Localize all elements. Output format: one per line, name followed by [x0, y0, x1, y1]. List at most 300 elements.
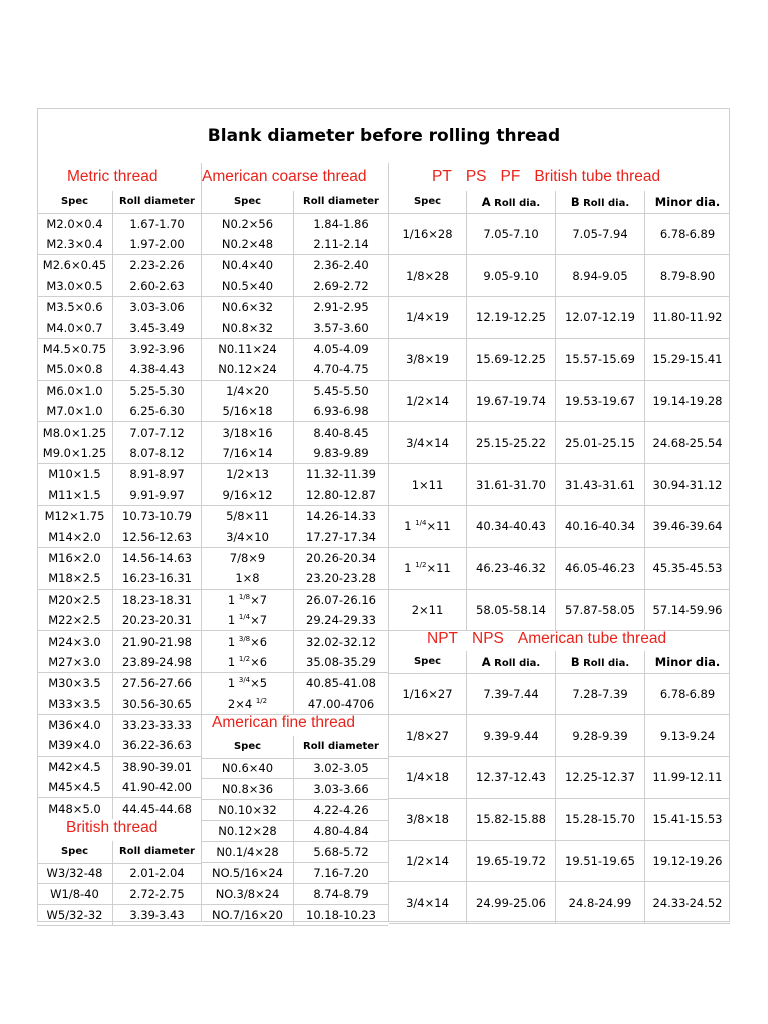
table-row — [389, 380, 730, 422]
spec-cell: 1/8×28 — [389, 255, 467, 297]
roll-diameter-cell: 11.32-11.39 — [306, 467, 376, 482]
minor-dia-cell: 8.79-8.90 — [645, 255, 731, 297]
table-row — [202, 359, 388, 380]
table-row — [37, 905, 201, 926]
table-row — [389, 840, 730, 882]
roll-diameter-cell: 1.67-1.70 — [129, 216, 185, 231]
spec-cell: 1 $^{1/2}$×11 — [389, 547, 467, 589]
page-title: Blank diameter before rolling thread — [207, 126, 561, 146]
table-row — [202, 234, 388, 255]
roll-diameter-cell: 21.90-21.98 — [122, 634, 192, 649]
table-row — [202, 485, 388, 506]
british-thread-table — [37, 841, 201, 926]
roll-diameter-cell: 4.80-4.84 — [294, 821, 389, 842]
a-roll-dia-cell: 7.05-7.10 — [467, 213, 556, 255]
a-roll-dia-cell: 19.65-19.72 — [467, 840, 556, 882]
b-roll-dia-cell: 25.01-25.15 — [556, 422, 645, 464]
minor-dia-cell: 11.80-11.92 — [645, 297, 731, 339]
british-tube-heading — [432, 168, 674, 186]
spec-cell: 1/16×28 — [389, 213, 467, 255]
header-row — [389, 191, 730, 213]
a-roll-dia-cell: 58.05-58.14 — [467, 589, 556, 631]
spec-cell: M8.0×1.25 — [37, 422, 113, 443]
roll-diameter-cell: 2.23-2.26 — [129, 258, 185, 273]
spec-cell: N0.12×24 — [202, 359, 294, 380]
table-row — [37, 255, 201, 276]
minor-dia-cell: 19.14-19.28 — [645, 380, 731, 422]
a-roll-dia-cell: 9.39-9.44 — [467, 715, 556, 757]
roll-diameter-cell: 2.11-2.14 — [294, 234, 389, 255]
fraction-superscript: 3/8 — [238, 634, 251, 643]
spec-cell: M16×2.0 — [37, 547, 113, 568]
col-header-spec: Spec — [202, 191, 294, 213]
roll-diameter-cell: 26.07-26.16 — [306, 592, 376, 607]
spec-cell: N0.12×28 — [202, 821, 294, 842]
col-header-minor-dia — [645, 191, 731, 213]
roll-diameter-cell: 2.72-2.75 — [113, 884, 202, 905]
table-row — [37, 526, 201, 547]
col-header-spec: Spec — [202, 736, 294, 758]
fraction-superscript: 3/4 — [238, 676, 251, 685]
roll-diameter-cell: 38.90-39.01 — [122, 759, 192, 774]
spec-cell: NO.7/16×20 — [202, 904, 294, 925]
spec-cell: M9.0×1.25 — [37, 443, 113, 464]
american-fine-heading: American fine thread — [212, 714, 356, 731]
table-row — [389, 506, 730, 548]
spec-cell: N0.8×36 — [202, 779, 294, 800]
fraction-superscript: 1/2 — [415, 561, 427, 570]
table-row — [202, 883, 388, 904]
spec-cell: M3.5×0.6 — [37, 297, 113, 318]
spec-cell: NO.3/8×24 — [202, 883, 294, 904]
table-row — [37, 276, 201, 297]
b-roll-dia-cell: 19.51-19.65 — [556, 840, 645, 882]
table-row — [202, 464, 388, 485]
roll-diameter-cell: 3.45-3.49 — [113, 317, 202, 338]
spec-cell: N0.6×40 — [202, 758, 294, 779]
table-row — [202, 338, 388, 359]
roll-diameter-cell: 33.23-33.33 — [122, 718, 192, 733]
table-row — [389, 464, 730, 506]
table-row — [202, 317, 388, 338]
table-row — [37, 589, 201, 610]
spec-cell: W1/8-40 — [37, 884, 113, 905]
roll-diameter-cell: 6.25-6.30 — [113, 401, 202, 422]
spec-cell: 1×11 — [389, 464, 467, 506]
a-roll-dia-cell: 25.15-25.22 — [467, 422, 556, 464]
table-row — [202, 547, 388, 568]
col-header-roll-diameter: Roll diameter — [113, 841, 202, 863]
spec-cell: 7/16×14 — [202, 443, 294, 464]
fraction-superscript: 1/4 — [238, 613, 251, 622]
roll-diameter-cell: 3.39-3.43 — [113, 905, 202, 926]
roll-diameter-cell: 32.02-32.12 — [306, 634, 376, 649]
roll-diameter-cell: 14.56-14.63 — [122, 550, 192, 565]
b-roll-dia-cell: 31.43-31.61 — [556, 464, 645, 506]
roll-diameter-cell: 7.07-7.12 — [129, 425, 185, 440]
table-row — [202, 652, 388, 673]
table-row — [202, 380, 388, 401]
spec-cell: 1/4×18 — [389, 757, 467, 799]
minor-dia-cell: 57.14-59.96 — [645, 589, 731, 631]
roll-diameter-cell: 3.92-3.96 — [129, 342, 185, 357]
table-row — [202, 862, 388, 883]
spec-cell: 1/2×13 — [202, 464, 294, 485]
header-row — [37, 841, 201, 863]
table-row — [37, 234, 201, 255]
col-header-minor-dia — [645, 651, 731, 673]
roll-diameter-cell: 10.18-10.23 — [294, 904, 389, 925]
spec-cell: 1/2×14 — [389, 840, 467, 882]
table-row — [389, 338, 730, 380]
table-row — [202, 800, 388, 821]
b-roll-dia-cell: 24.8-24.99 — [556, 882, 645, 924]
spec-cell: N0.10×32 — [202, 800, 294, 821]
col-header-spec: Spec — [37, 841, 113, 863]
table-row — [202, 526, 388, 547]
table-row — [37, 359, 201, 380]
a-roll-dia-cell: 31.61-31.70 — [467, 464, 556, 506]
roll-diameter-cell: 12.80-12.87 — [294, 485, 389, 506]
spec-cell: N0.4×40 — [202, 255, 294, 276]
spec-cell: NO.5/16×24 — [202, 862, 294, 883]
roll-diameter-cell: 1.97-2.00 — [113, 234, 202, 255]
table-row — [202, 276, 388, 297]
table-row — [202, 401, 388, 422]
roll-diameter-cell: 16.23-16.31 — [113, 568, 202, 589]
roll-diameter-cell: 2.60-2.63 — [113, 276, 202, 297]
roll-diameter-cell: 3.02-3.05 — [294, 758, 389, 779]
col-header-a-roll-dia: A Roll dia. — [467, 651, 556, 673]
table-row — [389, 547, 730, 589]
col-header-roll-diameter: Roll diameter — [113, 191, 202, 213]
table-row — [389, 297, 730, 339]
table-row — [37, 631, 201, 652]
spec-cell: M24×3.0 — [37, 631, 113, 652]
spec-cell: M14×2.0 — [37, 526, 113, 547]
roll-diameter-cell: 7.16-7.20 — [294, 862, 389, 883]
spec-cell: M2.3×0.4 — [37, 234, 113, 255]
spec-cell: M22×2.5 — [37, 610, 113, 631]
col-header-letter: B — [570, 194, 580, 209]
roll-diameter-cell: 27.56-27.66 — [122, 676, 192, 691]
table-row — [37, 505, 201, 526]
american-coarse-heading: American coarse thread — [202, 168, 367, 185]
roll-diameter-cell: 47.00-4706 — [294, 693, 389, 714]
spec-cell: M3.0×0.5 — [37, 276, 113, 297]
spec-cell: 2×4 $^{1/2}$ — [202, 693, 294, 714]
roll-diameter-cell: 14.26-14.33 — [306, 509, 376, 524]
heading-word: PF — [500, 168, 521, 185]
spec-cell: M12×1.75 — [37, 505, 113, 526]
metric-thread-table — [37, 191, 201, 819]
b-roll-dia-cell: 12.07-12.19 — [556, 297, 645, 339]
spec-cell: 3/8×19 — [389, 338, 467, 380]
roll-diameter-cell: 2.91-2.95 — [313, 300, 369, 315]
minor-dia-cell: 15.41-15.53 — [645, 798, 731, 840]
metric-thread-heading: Metric thread — [67, 168, 158, 185]
roll-diameter-cell: 9.91-9.97 — [113, 485, 202, 506]
roll-diameter-cell: 36.22-36.63 — [113, 735, 202, 756]
b-roll-dia-cell: 15.28-15.70 — [556, 798, 645, 840]
col-header-roll-diameter: Roll diameter — [294, 736, 389, 758]
roll-diameter-cell: 5.25-5.30 — [129, 383, 185, 398]
spec-cell: M36×4.0 — [37, 714, 113, 735]
spec-cell: M2.0×0.4 — [37, 213, 113, 234]
table-row — [37, 485, 201, 506]
roll-diameter-cell: 12.56-12.63 — [113, 526, 202, 547]
spec-cell: 5/8×11 — [202, 505, 294, 526]
table-row — [37, 297, 201, 318]
table-row — [202, 610, 388, 631]
fraction-superscript: 1/2 — [255, 696, 268, 705]
spec-cell: M2.6×0.45 — [37, 255, 113, 276]
spec-cell: 3/18×16 — [202, 422, 294, 443]
table-row — [37, 213, 201, 234]
table-row — [37, 756, 201, 777]
minor-dia-cell: 6.78-6.89 — [645, 213, 731, 255]
a-roll-dia-cell: 12.19-12.25 — [467, 297, 556, 339]
b-roll-dia-cell: 7.28-7.39 — [556, 673, 645, 715]
table-row — [37, 863, 201, 884]
spec-cell: 1 $^{3/8}$×6 — [202, 631, 294, 652]
table-row — [37, 777, 201, 798]
col-header-spec: Spec — [37, 191, 113, 213]
spec-cell: M39×4.0 — [37, 735, 113, 756]
b-roll-dia-cell: 7.05-7.94 — [556, 213, 645, 255]
heading-word: British tube thread — [534, 168, 661, 185]
b-roll-dia-cell: 8.94-9.05 — [556, 255, 645, 297]
fraction-superscript: 1/4 — [415, 519, 427, 528]
roll-diameter-cell: 4.38-4.43 — [113, 359, 202, 380]
table-row — [202, 673, 388, 694]
col-header-b-roll-dia: B Roll dia. — [556, 651, 645, 673]
table-row — [37, 401, 201, 422]
heading-word: American tube thread — [517, 630, 667, 647]
minor-dia-cell: 39.46-39.64 — [645, 506, 731, 548]
table-row — [389, 213, 730, 255]
spec-cell: W5/32-32 — [37, 905, 113, 926]
table-row — [37, 652, 201, 673]
roll-diameter-cell: 29.24-29.33 — [294, 610, 389, 631]
col-header-a-roll-dia: A Roll dia. — [467, 191, 556, 213]
spec-cell: 1/4×19 — [389, 297, 467, 339]
table-row — [389, 757, 730, 799]
b-roll-dia-cell: 12.25-12.37 — [556, 757, 645, 799]
b-roll-dia-cell: 15.57-15.69 — [556, 338, 645, 380]
fraction-superscript: 1/8 — [238, 592, 251, 601]
spec-cell: M48×5.0 — [37, 798, 113, 819]
roll-diameter-cell: 3.57-3.60 — [294, 317, 389, 338]
american-tube-heading — [427, 630, 680, 648]
table-row — [37, 735, 201, 756]
spec-cell: M7.0×1.0 — [37, 401, 113, 422]
table-row — [202, 589, 388, 610]
table-row — [37, 422, 201, 443]
roll-diameter-cell: 1.84-1.86 — [313, 216, 369, 231]
table-row — [389, 798, 730, 840]
american-coarse-table — [202, 191, 388, 715]
a-roll-dia-cell: 24.99-25.06 — [467, 882, 556, 924]
b-roll-dia-cell: 9.28-9.39 — [556, 715, 645, 757]
b-roll-dia-cell: 40.16-40.34 — [556, 506, 645, 548]
roll-diameter-cell: 8.74-8.79 — [294, 883, 389, 904]
spec-cell: 1/8×27 — [389, 715, 467, 757]
table-row — [37, 673, 201, 694]
table-row — [202, 422, 388, 443]
table-row — [202, 255, 388, 276]
spec-cell: M4.0×0.7 — [37, 317, 113, 338]
table-row — [37, 714, 201, 735]
table-row — [37, 443, 201, 464]
table-row — [389, 673, 730, 715]
a-roll-dia-cell: 15.69-12.25 — [467, 338, 556, 380]
spec-cell: 5/16×18 — [202, 401, 294, 422]
heading-word: NPT — [427, 630, 458, 647]
minor-dia-cell: 30.94-31.12 — [645, 464, 731, 506]
table-row — [37, 464, 201, 485]
spec-cell: M20×2.5 — [37, 589, 113, 610]
spec-cell: 1 $^{3/4}$×5 — [202, 673, 294, 694]
spec-cell: M33×3.5 — [37, 693, 113, 714]
table-row — [37, 338, 201, 359]
american-fine-table — [202, 736, 388, 926]
minor-dia-cell: 15.29-15.41 — [645, 338, 731, 380]
roll-diameter-cell: 23.89-24.98 — [113, 652, 202, 673]
table-row — [202, 505, 388, 526]
table-row — [37, 317, 201, 338]
roll-diameter-cell: 3.03-3.66 — [294, 779, 389, 800]
minor-dia-cell: 11.99-12.11 — [645, 757, 731, 799]
table-row — [202, 443, 388, 464]
a-roll-dia-cell: 19.67-19.74 — [467, 380, 556, 422]
table-row — [389, 255, 730, 297]
col-header-b-roll-dia: B Roll dia. — [556, 191, 645, 213]
header-row — [389, 651, 730, 673]
roll-diameter-cell: 40.85-41.08 — [306, 676, 376, 691]
table-row — [389, 882, 730, 924]
roll-diameter-cell: 17.27-17.34 — [294, 526, 389, 547]
col-header-minor-text: Minor dia. — [654, 654, 721, 669]
header-row — [202, 736, 388, 758]
roll-diameter-cell: 4.22-4.26 — [294, 800, 389, 821]
a-roll-dia-cell: 12.37-12.43 — [467, 757, 556, 799]
table-row — [202, 297, 388, 318]
col-header-letter: B — [570, 654, 580, 669]
spec-cell: N0.6×32 — [202, 297, 294, 318]
roll-diameter-cell: 8.91-8.97 — [129, 467, 185, 482]
spec-cell: M10×1.5 — [37, 464, 113, 485]
header-row — [202, 191, 388, 213]
roll-diameter-cell: 8.07-8.12 — [113, 443, 202, 464]
spec-cell: 9/16×12 — [202, 485, 294, 506]
col-header-spec: Spec — [389, 191, 467, 213]
col-header-minor-text: Minor dia. — [654, 194, 721, 209]
table-row — [202, 693, 388, 714]
spec-cell: 1 $^{1/4}$×11 — [389, 506, 467, 548]
table-row — [37, 547, 201, 568]
minor-dia-cell: 24.68-25.54 — [645, 422, 731, 464]
table-row — [37, 568, 201, 589]
roll-diameter-cell: 35.08-35.29 — [294, 652, 389, 673]
col-header-letter: A — [481, 194, 491, 209]
col-header-spec: Spec — [389, 651, 467, 673]
b-roll-dia-cell: 19.53-19.67 — [556, 380, 645, 422]
spec-cell: 3/8×18 — [389, 798, 467, 840]
roll-diameter-cell: 9.83-9.89 — [294, 443, 389, 464]
spec-cell: M27×3.0 — [37, 652, 113, 673]
spec-cell: N0.11×24 — [202, 338, 294, 359]
table-row — [202, 758, 388, 779]
spec-cell: N0.1/4×28 — [202, 842, 294, 863]
roll-diameter-cell: 2.36-2.40 — [313, 258, 369, 273]
spec-cell: M42×4.5 — [37, 756, 113, 777]
spec-cell: 3/4×10 — [202, 526, 294, 547]
spec-cell: M11×1.5 — [37, 485, 113, 506]
a-roll-dia-cell: 15.82-15.88 — [467, 798, 556, 840]
table-row — [202, 568, 388, 589]
table-row — [389, 715, 730, 757]
minor-dia-cell: 45.35-45.53 — [645, 547, 731, 589]
roll-diameter-cell: 20.23-20.31 — [113, 610, 202, 631]
spec-cell: N0.8×32 — [202, 317, 294, 338]
spec-cell: M45×4.5 — [37, 777, 113, 798]
spec-cell: M5.0×0.8 — [37, 359, 113, 380]
heading-word: NPS — [472, 630, 504, 647]
table-row — [202, 631, 388, 652]
heading-word: PT — [432, 168, 452, 185]
spec-cell: N0.5×40 — [202, 276, 294, 297]
british-tube-table — [389, 191, 730, 631]
roll-diameter-cell: 2.69-2.72 — [294, 276, 389, 297]
roll-diameter-cell: 23.20-23.28 — [294, 568, 389, 589]
a-roll-dia-cell: 40.34-40.43 — [467, 506, 556, 548]
col-header-letter: A — [481, 654, 491, 669]
roll-diameter-cell: 18.23-18.31 — [122, 592, 192, 607]
table-row — [37, 798, 201, 819]
spec-cell: 3/4×14 — [389, 422, 467, 464]
minor-dia-cell: 24.33-24.52 — [645, 882, 731, 924]
a-roll-dia-cell: 46.23-46.32 — [467, 547, 556, 589]
table-row — [202, 213, 388, 234]
a-roll-dia-cell: 9.05-9.10 — [467, 255, 556, 297]
col-header-roll-diameter: Roll diameter — [294, 191, 389, 213]
spec-cell: M6.0×1.0 — [37, 380, 113, 401]
roll-diameter-cell: 30.56-30.65 — [113, 693, 202, 714]
roll-diameter-cell: 20.26-20.34 — [306, 550, 376, 565]
roll-diameter-cell: 5.45-5.50 — [313, 383, 369, 398]
spec-cell: M18×2.5 — [37, 568, 113, 589]
spec-cell: 3/4×14 — [389, 882, 467, 924]
minor-dia-cell: 19.12-19.26 — [645, 840, 731, 882]
minor-dia-cell: 6.78-6.89 — [645, 673, 731, 715]
fraction-superscript: 1/2 — [238, 655, 251, 664]
table-row — [37, 693, 201, 714]
spec-cell: 1/16×27 — [389, 673, 467, 715]
roll-diameter-cell: 2.01-2.04 — [113, 863, 202, 884]
spec-cell: N0.2×56 — [202, 213, 294, 234]
table-row — [202, 779, 388, 800]
table-row — [37, 380, 201, 401]
table-row — [37, 884, 201, 905]
b-roll-dia-cell: 57.87-58.05 — [556, 589, 645, 631]
spec-cell: 1 $^{1/2}$×6 — [202, 652, 294, 673]
roll-diameter-cell: 8.40-8.45 — [313, 425, 369, 440]
spec-cell: M4.5×0.75 — [37, 338, 113, 359]
a-roll-dia-cell: 7.39-7.44 — [467, 673, 556, 715]
table-row — [202, 842, 388, 863]
roll-diameter-cell: 10.73-10.79 — [122, 509, 192, 524]
